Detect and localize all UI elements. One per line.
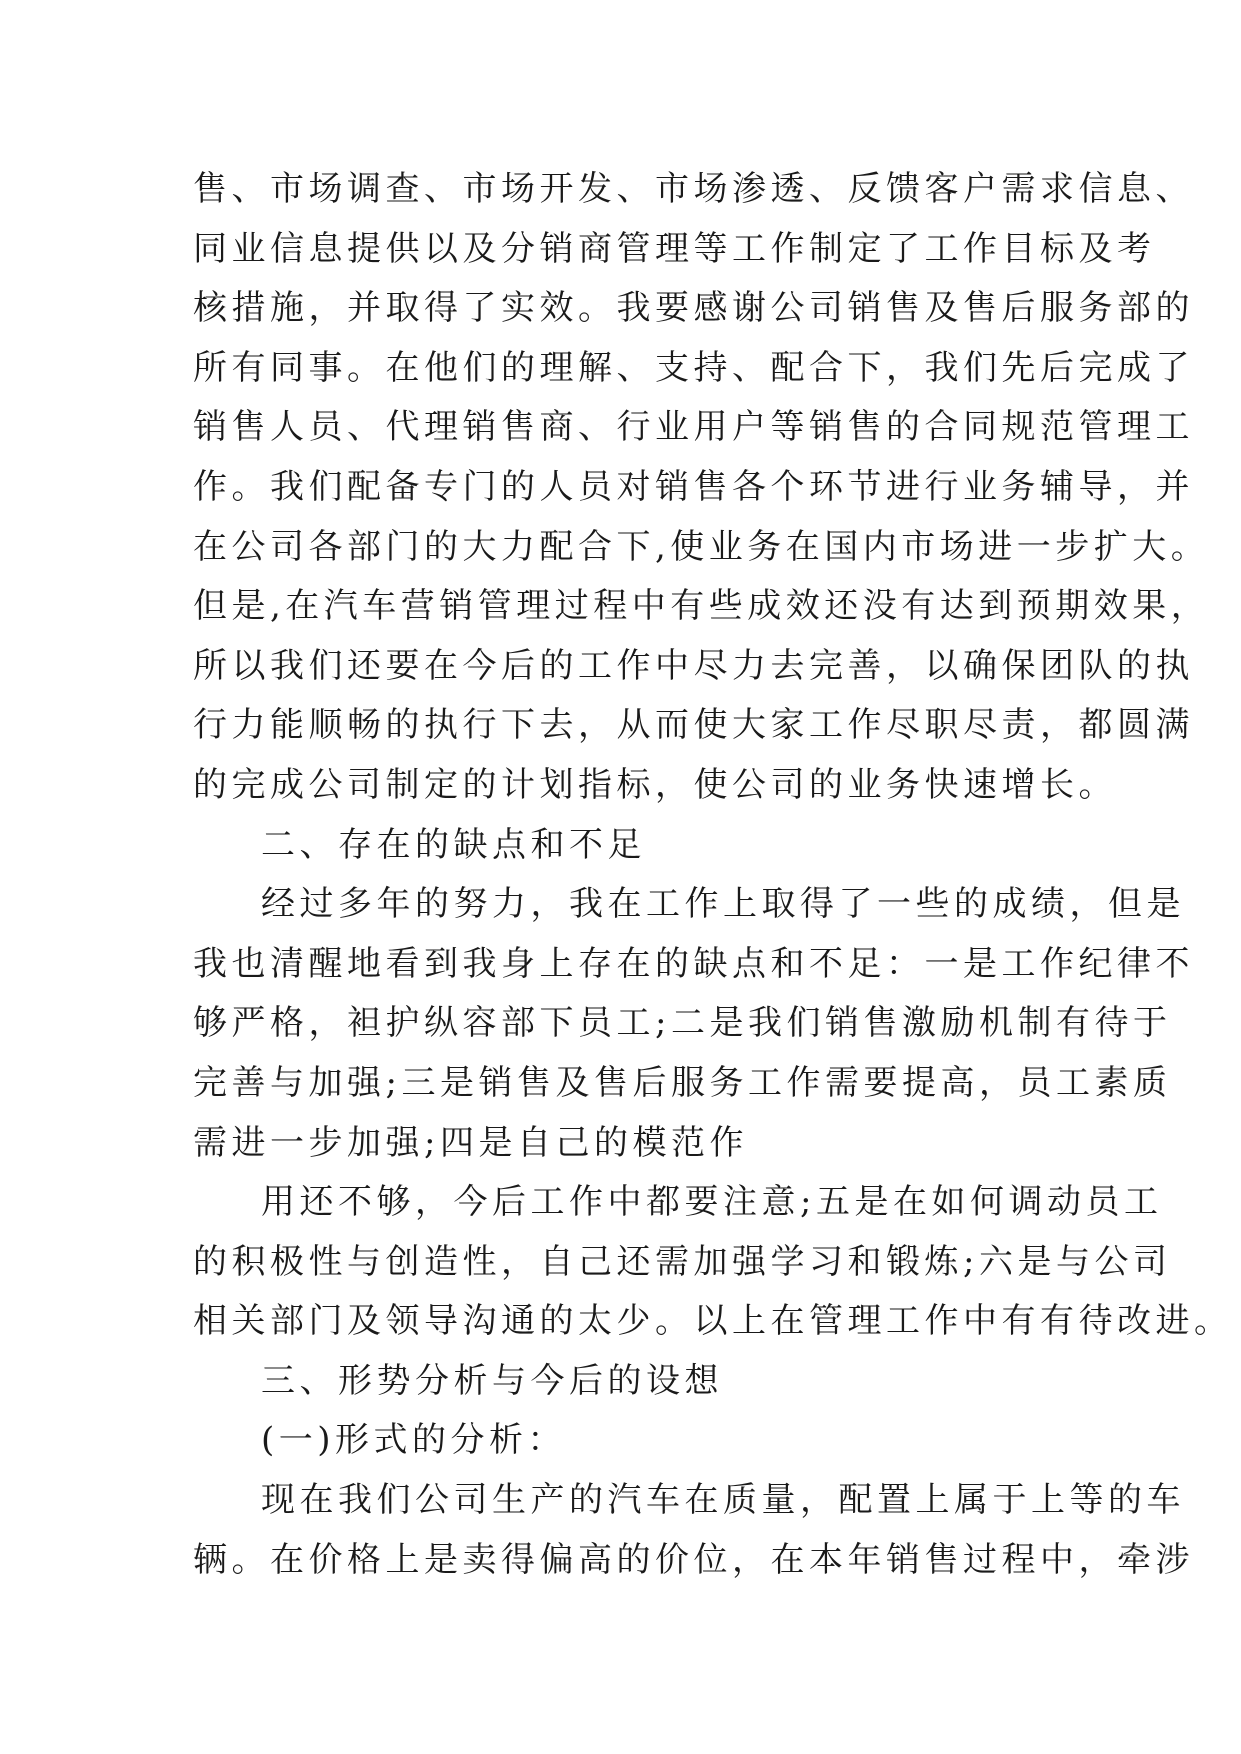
paragraph-start-line: 现在我们公司生产的汽车在质量，配置上属于上等的车 (261, 1480, 1185, 1521)
text-line: 销售人员、代理销售商、行业用户等销售的合同规范管理工 (193, 407, 1194, 448)
text-line: 相关部门及领导沟通的太少。以上在管理工作中有有待改进。 (193, 1301, 1233, 1342)
text-line: 辆。在价格上是卖得偏高的价位，在本年销售过程中，牵涉 (193, 1539, 1194, 1580)
paragraph-start-line: 经过多年的努力，我在工作上取得了一些的成绩，但是 (261, 884, 1185, 925)
text-line: 在公司各部门的大力配合下,使业务在国内市场进一步扩大。 (193, 526, 1210, 567)
paragraph-start-line: 用还不够，今后工作中都要注意;五是在如何调动员工 (261, 1182, 1163, 1223)
subsection-heading: (一)形式的分析： (261, 1420, 567, 1461)
section-heading: 二、存在的缺点和不足 (261, 824, 646, 865)
section-heading: 三、形势分析与今后的设想 (261, 1360, 723, 1401)
text-line: 需进一步加强;四是自己的模范作 (193, 1122, 748, 1163)
text-line: 完善与加强;三是销售及售后服务工作需要提高，员工素质 (193, 1062, 1172, 1103)
text-line: 所以我们还要在今后的工作中尽力去完善，以确保团队的执 (193, 645, 1194, 686)
text-line: 我也清醒地看到我身上存在的缺点和不足：一是工作纪律不 (193, 943, 1194, 984)
text-line: 够严格，袒护纵容部下员工;二是我们销售激励机制有待于 (193, 1003, 1172, 1044)
text-line: 核措施，并取得了实效。我要感谢公司销售及售后服务部的 (193, 288, 1194, 329)
text-line: 同业信息提供以及分销商管理等工作制定了工作目标及考 (193, 228, 1156, 269)
text-line: 所有同事。在他们的理解、支持、配合下，我们先后完成了 (193, 347, 1194, 388)
text-line: 但是,在汽车营销管理过程中有些成效还没有达到预期效果， (193, 586, 1210, 627)
text-line: 的积极性与创造性，自己还需加强学习和锻炼;六是与公司 (193, 1241, 1172, 1282)
document-body (193, 160, 1233, 1590)
text-line: 行力能顺畅的执行下去，从而使大家工作尽职尽责，都圆满 (193, 705, 1194, 746)
text-line: 的完成公司制定的计划指标，使公司的业务快速增长。 (193, 764, 1117, 805)
text-line: 作。我们配备专门的人员对销售各个环节进行业务辅导，并 (193, 466, 1194, 507)
text-line: 售、市场调查、市场开发、市场渗透、反馈客户需求信息、 (193, 169, 1194, 209)
